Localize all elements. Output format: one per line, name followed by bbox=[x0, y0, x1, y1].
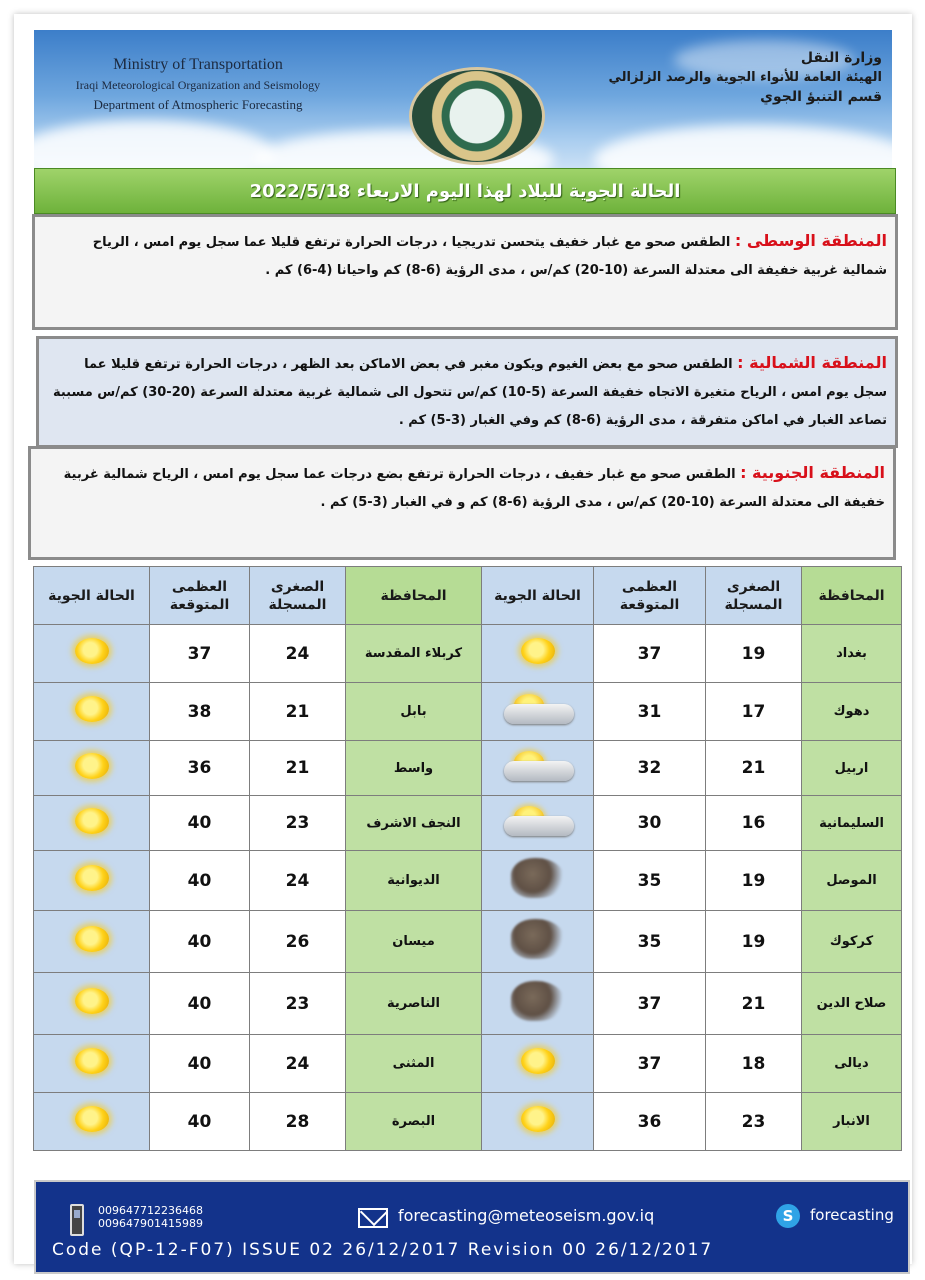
min-temp-cell: 23 bbox=[250, 796, 346, 851]
max-temp-cell: 35 bbox=[594, 851, 706, 911]
bulletin-title: الحالة الجوية للبلاد لهذا اليوم الاربعاء 2022/5/18 bbox=[249, 180, 681, 202]
max-temp-cell: 30 bbox=[594, 796, 706, 851]
table-row bbox=[34, 911, 902, 973]
partly-cloudy-icon bbox=[500, 749, 576, 783]
email-link[interactable]: forecasting@meteoseism.gov.iq bbox=[398, 1206, 655, 1225]
sun-icon bbox=[521, 638, 555, 664]
header-weather: الحالة الجوية bbox=[34, 567, 150, 625]
sun-icon bbox=[75, 1106, 109, 1132]
sun-icon bbox=[75, 753, 109, 779]
region-south-name: المنطقة الجنوبية : bbox=[740, 463, 885, 482]
weather-cell bbox=[482, 851, 594, 911]
table-row bbox=[34, 683, 902, 741]
arabic-heading bbox=[582, 50, 882, 105]
governorate-cell: كركوك bbox=[802, 911, 902, 973]
dust-icon bbox=[511, 858, 565, 898]
header-min-recorded: الصغرى المسجلة bbox=[706, 567, 802, 625]
header-governorate: المحافظة bbox=[346, 567, 482, 625]
min-temp-cell: 28 bbox=[250, 1093, 346, 1151]
sun-icon bbox=[75, 808, 109, 834]
governorate-cell: ميسان bbox=[346, 911, 482, 973]
header-banner bbox=[34, 30, 892, 176]
partly-cloudy-icon bbox=[500, 804, 576, 838]
governorate-cell: واسط bbox=[346, 741, 482, 796]
header-max-expected: العظمى المتوقعة bbox=[594, 567, 706, 625]
header-max-expected: العظمى المتوقعة bbox=[150, 567, 250, 625]
max-temp-cell: 37 bbox=[150, 625, 250, 683]
header-governorate: المحافظة bbox=[802, 567, 902, 625]
weather-cell bbox=[482, 911, 594, 973]
table-row bbox=[34, 1093, 902, 1151]
weather-cell bbox=[34, 1035, 150, 1093]
max-temp-cell: 37 bbox=[594, 625, 706, 683]
max-temp-cell: 40 bbox=[150, 911, 250, 973]
governorate-cell: الديوانية bbox=[346, 851, 482, 911]
weather-cell bbox=[482, 683, 594, 741]
max-temp-cell: 36 bbox=[150, 741, 250, 796]
region-north bbox=[36, 336, 898, 448]
min-temp-cell: 16 bbox=[706, 796, 802, 851]
weather-cell bbox=[34, 1093, 150, 1151]
sun-icon bbox=[75, 1048, 109, 1074]
dust-icon bbox=[511, 981, 565, 1021]
table-row bbox=[34, 625, 902, 683]
department-name-en: Department of Atmospheric Forecasting bbox=[93, 97, 303, 112]
ministry-name-en: Ministry of Transportation bbox=[113, 56, 283, 73]
region-south bbox=[28, 446, 896, 560]
phone-number-1[interactable]: 009647712236468 bbox=[98, 1204, 203, 1217]
header-weather: الحالة الجوية bbox=[482, 567, 594, 625]
min-temp-cell: 23 bbox=[250, 973, 346, 1035]
region-north-text: الطقس صحو مع بعض الغيوم ويكون مغبر في بعض الاماكن بعد الظهر ، درجات الحرارة ترتفع قليلا عما سجل يوم امس ، الرياح متغيرة الاتجاه خفيفة السرعة (5-10) كم/س تتحول الى شمالية غربية معتدلة السرعة (20-30) كم/س مسببة تصاعد الغبار في اماكن متفرقة ، مدى الرؤية (6-8) كم وفي الغبار (3-5) كم . bbox=[52, 357, 887, 428]
max-temp-cell: 37 bbox=[594, 1035, 706, 1093]
phone-numbers bbox=[98, 1204, 203, 1230]
min-temp-cell: 26 bbox=[250, 911, 346, 973]
weather-cell bbox=[34, 851, 150, 911]
governorate-cell: كربلاء المقدسة bbox=[346, 625, 482, 683]
weather-cell bbox=[482, 741, 594, 796]
region-north-name: المنطقة الشمالية : bbox=[737, 353, 887, 372]
weather-cell bbox=[482, 1035, 594, 1093]
phone-number-2[interactable]: 009647901415989 bbox=[98, 1217, 203, 1230]
bulletin-page bbox=[14, 14, 912, 1264]
organization-name-en: Iraqi Meteorological Organization and Seismology bbox=[75, 78, 321, 92]
region-south-text: الطقس صحو مع غبار خفيف ، درجات الحرارة ترتفع بضع درجات عما سجل يوم امس ، الرياح شمالية غربية خفيفة الى معتدلة السرعة (10-20) كم/س ، مدى الرؤية (6-8) كم و في الغبار (3-5) كم . bbox=[63, 467, 885, 510]
weather-cell bbox=[482, 973, 594, 1035]
governorate-cell: اربيل bbox=[802, 741, 902, 796]
weather-cell bbox=[482, 796, 594, 851]
weather-cell bbox=[482, 625, 594, 683]
partly-cloudy-icon bbox=[500, 692, 576, 726]
max-temp-cell: 40 bbox=[150, 1093, 250, 1151]
weather-cell bbox=[34, 796, 150, 851]
weather-cell bbox=[482, 1093, 594, 1151]
skype-icon: S bbox=[776, 1204, 800, 1228]
sun-icon bbox=[75, 865, 109, 891]
max-temp-cell: 37 bbox=[594, 973, 706, 1035]
max-temp-cell: 40 bbox=[150, 1035, 250, 1093]
weather-cell bbox=[34, 911, 150, 973]
table-row bbox=[34, 796, 902, 851]
skype-handle[interactable]: forecasting bbox=[810, 1206, 894, 1224]
weather-cell bbox=[34, 625, 150, 683]
min-temp-cell: 18 bbox=[706, 1035, 802, 1093]
ministry-name-ar: وزارة النقل bbox=[800, 50, 882, 66]
organization-name-ar: الهيئة العامة للأنواء الجوية والرصد الزلزالي bbox=[608, 70, 882, 85]
max-temp-cell: 31 bbox=[594, 683, 706, 741]
min-temp-cell: 23 bbox=[706, 1093, 802, 1151]
table-row bbox=[34, 1035, 902, 1093]
min-temp-cell: 24 bbox=[250, 1035, 346, 1093]
organization-logo bbox=[412, 70, 542, 162]
max-temp-cell: 40 bbox=[150, 973, 250, 1035]
max-temp-cell: 38 bbox=[150, 683, 250, 741]
min-temp-cell: 19 bbox=[706, 911, 802, 973]
sun-icon bbox=[521, 1106, 555, 1132]
table-row bbox=[34, 851, 902, 911]
weather-cell bbox=[34, 973, 150, 1035]
min-temp-cell: 21 bbox=[250, 683, 346, 741]
governorate-cell: بغداد bbox=[802, 625, 902, 683]
max-temp-cell: 40 bbox=[150, 851, 250, 911]
mail-icon bbox=[358, 1208, 388, 1228]
min-temp-cell: 21 bbox=[250, 741, 346, 796]
max-temp-cell: 36 bbox=[594, 1093, 706, 1151]
governorate-cell: صلاح الدين bbox=[802, 973, 902, 1035]
min-temp-cell: 21 bbox=[706, 973, 802, 1035]
temperature-table bbox=[33, 566, 902, 1151]
min-temp-cell: 24 bbox=[250, 851, 346, 911]
sun-icon bbox=[75, 638, 109, 664]
sun-icon bbox=[75, 696, 109, 722]
max-temp-cell: 32 bbox=[594, 741, 706, 796]
governorate-cell: الناصرية bbox=[346, 973, 482, 1035]
max-temp-cell: 40 bbox=[150, 796, 250, 851]
table-header-row bbox=[34, 567, 902, 625]
region-central-name: المنطقة الوسطى : bbox=[734, 231, 887, 250]
min-temp-cell: 21 bbox=[706, 741, 802, 796]
governorate-cell: الموصل bbox=[802, 851, 902, 911]
governorate-cell: المثنى bbox=[346, 1035, 482, 1093]
title-bar bbox=[34, 168, 896, 214]
english-heading bbox=[48, 56, 348, 113]
region-central-text: الطقس صحو مع غبار خفيف يتحسن تدريجيا ، درجات الحرارة ترتفع قليلا عما سجل يوم امس ، الرياح شمالية غربية خفيفة الى معتدلة السرعة (10-20) كم/س ، مدى الرؤية (6-8) كم واحيانا (4-6) كم . bbox=[92, 235, 887, 278]
region-central bbox=[32, 214, 898, 330]
sun-icon bbox=[521, 1048, 555, 1074]
sun-icon bbox=[75, 988, 109, 1014]
governorate-cell: النجف الاشرف bbox=[346, 796, 482, 851]
min-temp-cell: 19 bbox=[706, 851, 802, 911]
phone-icon bbox=[70, 1204, 84, 1236]
min-temp-cell: 24 bbox=[250, 625, 346, 683]
table-row bbox=[34, 741, 902, 796]
table-row bbox=[34, 973, 902, 1035]
governorate-cell: السليمانية bbox=[802, 796, 902, 851]
document-code: Code (QP-12-F07) ISSUE 02 26/12/2017 Revision 00 26/12/2017 bbox=[52, 1240, 714, 1260]
governorate-cell: دهوك bbox=[802, 683, 902, 741]
sun-icon bbox=[75, 926, 109, 952]
governorate-cell: الانبار bbox=[802, 1093, 902, 1151]
min-temp-cell: 19 bbox=[706, 625, 802, 683]
min-temp-cell: 17 bbox=[706, 683, 802, 741]
department-name-ar: قسم التنبؤ الجوي bbox=[760, 89, 882, 105]
weather-cell bbox=[34, 683, 150, 741]
max-temp-cell: 35 bbox=[594, 911, 706, 973]
governorate-cell: ديالى bbox=[802, 1035, 902, 1093]
weather-cell bbox=[34, 741, 150, 796]
governorate-cell: بابل bbox=[346, 683, 482, 741]
dust-icon bbox=[511, 919, 565, 959]
footer bbox=[34, 1180, 910, 1274]
header-min-recorded: الصغرى المسجلة bbox=[250, 567, 346, 625]
governorate-cell: البصرة bbox=[346, 1093, 482, 1151]
